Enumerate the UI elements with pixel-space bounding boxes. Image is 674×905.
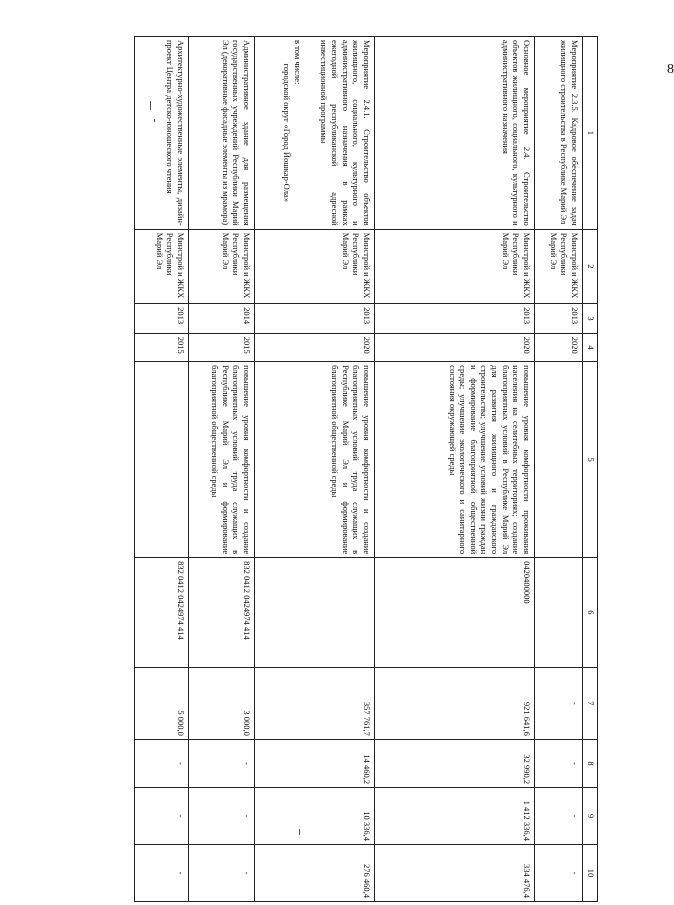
start-year: 2014 — [189, 304, 255, 334]
executor: Минстрой и ЖКХ Республики Марий Эл — [135, 229, 189, 303]
value-col10: - — [135, 845, 189, 902]
executor: Минстрой и ЖКХ Республики Марий Эл — [189, 229, 255, 303]
value-col9: - — [189, 788, 255, 845]
budget-code: 832 0412 0424974 414 — [135, 558, 189, 667]
budget-code: 832 0412 0424974 414 — [189, 558, 255, 667]
expected-result: повышение уровня комфортности проживания населения на селитебных территориях; создание благоприятных условий в Республике Марий Эл для развития жилищного и гражданского строительства; улучшение условий жизни граждан и формирование благоприятной общественной среды; улучшение экологического и санитарного состояния окружающей среды — [375, 362, 535, 558]
expected-result — [135, 362, 189, 558]
end-year: 2015 — [135, 333, 189, 361]
row-title: Мероприятие 2.3.5. Кадровое обеспечение задач жилищного строительства в Республике Марий Эл — [535, 37, 583, 230]
table-row — [255, 37, 375, 902]
col-header: 1 — [583, 37, 598, 230]
page-number: 8 — [667, 62, 674, 77]
col-header: 10 — [583, 845, 598, 902]
value-col7: 921 641,6 — [375, 667, 535, 739]
start-year: 2013 — [255, 304, 375, 334]
executor: Минстрой и ЖКХ Республики Марий Эл — [535, 229, 583, 303]
row-title: Основное мероприятие 2.4. Строительство объектов жилищного, социального, культурного и административного назначения — [375, 37, 535, 230]
row-title: Административное здание для размещения государственных учреждений Республики Марий Эл (декоративные фасадные элементы из мрамора) — [189, 37, 255, 230]
value-col10: 334 476,4 — [375, 845, 535, 902]
table-row — [535, 37, 583, 902]
row-title: Архитектурно-художественные элементы, дизайн-проект Центра детско-юношеского чтения — [135, 37, 189, 230]
start-year: 2013 — [135, 304, 189, 334]
value-col9: - — [535, 788, 583, 845]
spacer — [303, 40, 319, 226]
col-header: 4 — [583, 333, 598, 361]
program-table — [134, 36, 598, 902]
expected-result: повышение уровня комфортности и создание благоприятных условий труда служащих в Республике Марий Эл и формирование благоприятной общественной среды — [255, 362, 375, 558]
value-col7: 5 000,0 — [135, 667, 189, 739]
row-subtitle: городской округ «Город Йошкар-Ола» — [282, 63, 293, 203]
table-row — [135, 37, 189, 902]
rotated-table-wrapper — [102, 36, 598, 902]
table-row — [189, 37, 255, 902]
value-col10: - — [535, 845, 583, 902]
header-row — [583, 37, 598, 902]
executor: Минстрой и ЖКХ Республики Марий Эл — [375, 229, 535, 303]
value-col8: 32 990,2 — [375, 739, 535, 787]
col-header: 3 — [583, 304, 598, 334]
end-year: 2020 — [255, 333, 375, 361]
budget-code: 0420400000 — [375, 558, 535, 667]
end-year: 2020 — [375, 333, 535, 361]
expected-result: повышение уровня комфортности и создание благоприятных условий труда служащих в Республике Марий Эл и формирование благоприятной общественной среды — [189, 362, 255, 558]
row-title-cell — [255, 37, 375, 230]
row-title: Мероприятие 2.4.1. Строительство объектов жилищного, социального, культурного и административного назначения в рамках ежегодной республиканской адресной инвестиционной программы — [319, 40, 372, 226]
value-col7: 3 000,0 — [189, 667, 255, 739]
col-header: 5 — [583, 362, 598, 558]
end-year: 2015 — [189, 333, 255, 361]
col-header: 2 — [583, 229, 598, 303]
budget-code — [535, 558, 583, 667]
value-col10: - — [189, 845, 255, 902]
expected-result — [535, 362, 583, 558]
col-header: 7 — [583, 667, 598, 739]
col-header: 6 — [583, 558, 598, 667]
start-year: 2013 — [535, 304, 583, 334]
table-row — [375, 37, 535, 902]
executor: Минстрой и ЖКХ Республики Марий Эл — [255, 229, 375, 303]
value-col10: 276 460,4 — [255, 845, 375, 902]
value-col8: - — [189, 739, 255, 787]
budget-code — [255, 558, 375, 667]
value-col9: 1 412 336,4 — [375, 788, 535, 845]
value-col9: - — [135, 788, 189, 845]
value-col9: 10 336,4 — [255, 788, 375, 845]
value-col8: 14 460,2 — [255, 739, 375, 787]
row-note: в том числе: — [292, 40, 303, 85]
value-col7: 357 761,7 — [255, 667, 375, 739]
value-col7: - — [535, 667, 583, 739]
value-col8: - — [535, 739, 583, 787]
col-header: 8 — [583, 739, 598, 787]
start-year: 2013 — [375, 304, 535, 334]
value-col8: - — [135, 739, 189, 787]
end-year: 2020 — [535, 333, 583, 361]
col-header: 9 — [583, 788, 598, 845]
